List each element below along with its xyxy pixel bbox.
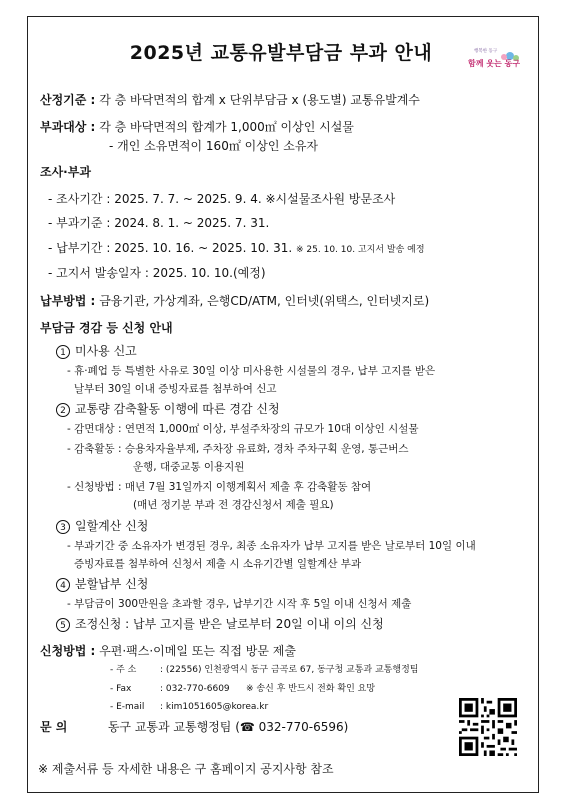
section-2-activity: - 감축활동 : 승용차자율부제, 주차장 유료화, 경차 주차구획 운영, 통근버스 [67, 443, 409, 455]
apply-email: - E-mail : kim1051605@korea.kr [110, 702, 269, 712]
number-badge: 4 [56, 578, 70, 592]
survey-item: - 고지서 발송일자 : 2025. 10. 10.(예정) [48, 266, 266, 280]
survey-item: - 부과기준 : 2024. 8. 1. ~ 2025. 7. 31. [48, 216, 270, 230]
target-text: 각 층 바닥면적의 합계가 1,000㎡ 이상인 시설물 [99, 120, 354, 134]
section-4-title: 4 분할납부 신청 [56, 576, 148, 592]
section-2-method: - 신청방법 : 매년 7월 31일까지 이행계획서 제출 후 감축활동 참여 [67, 481, 372, 493]
footnote: ※ 제출서류 등 자세한 내용은 구 홈페이지 공지사항 참조 [38, 762, 334, 776]
survey-note: ※ 25. 10. 10. 고지서 발송 예정 [296, 245, 425, 255]
section-5-title: 5 조정신청 : 납부 고지를 받은 날로부터 20일 이내 이의 신청 [56, 616, 384, 632]
section-4-line: - 부담금이 300만원을 초과할 경우, 납부기간 시작 후 5일 이내 신청서 제출 [67, 598, 412, 610]
criteria-text: 각 층 바닥면적의 합계 x 단위부담금 x (용도별) 교통유발계수 [99, 93, 420, 107]
qr-code [459, 698, 517, 756]
criteria-label: 산정기준 : [40, 93, 96, 107]
section-1-line: 날부터 30일 이내 증빙자료를 첨부하여 신고 [74, 383, 277, 395]
payment-text: 금융기관, 가상계좌, 은행CD/ATM, 인터넷(위택스, 인터넷지로) [99, 294, 430, 308]
target-row [40, 119, 354, 135]
reduction-heading: 부담금 경감 등 신청 안내 [40, 321, 173, 335]
contact-row [40, 719, 348, 735]
district-logo: 행복한 동구 함께 웃는 동구 [468, 49, 520, 68]
payment-label: 납부방법 : [40, 294, 96, 308]
number-badge: 1 [56, 345, 70, 359]
apply-address: - 주 소 : (22556) 인천광역시 동구 금곡로 67, 동구청 교통과 교통행정팀 [110, 665, 419, 675]
number-badge: 2 [56, 403, 70, 417]
section-3-line: 증빙자료를 첨부하여 신청서 제출 시 소유기간별 일할계산 부과 [74, 558, 362, 570]
contact-label: 문 의 [40, 720, 68, 734]
apply-row [40, 643, 296, 659]
apply-label: 신청방법 : [40, 644, 96, 658]
section-2-target: - 감면대상 : 연면적 1,000㎡ 이상, 부설주차장의 규모가 10대 이상인 시설물 [67, 423, 419, 435]
apply-text: 우편·팩스·이메일 또는 직접 방문 제출 [99, 644, 296, 658]
payment-row [40, 293, 429, 309]
number-badge: 3 [56, 520, 70, 534]
apply-fax: - Fax : 032-770-6609 ※ 송신 후 반드시 전화 확인 요망 [110, 684, 376, 694]
section-1-title: 1 미사용 신고 [56, 343, 137, 359]
survey-item: - 납부기간 : 2025. 10. 16. ~ 2025. 10. 31. ※ 25. 10. 10. 고지서 발송 예정 [48, 241, 425, 255]
section-2-activity-cont: 운행, 대중교통 이용지원 [133, 461, 245, 473]
section-2-title: 2 교통량 감축활동 이행에 따른 경감 신청 [56, 401, 280, 417]
survey-item: - 조사기간 : 2025. 7. 7. ~ 2025. 9. 4. ※시설물조사원 방문조사 [48, 192, 396, 206]
criteria-row [40, 92, 420, 108]
target-label: 부과대상 : [40, 120, 96, 134]
section-1-line: - 휴·폐업 등 특별한 사유로 30일 이상 미사용한 시설물의 경우, 납부 고지를 받은 [67, 365, 436, 377]
section-3-line: - 부과기간 중 소유자가 변경된 경우, 최종 소유자가 납부 고지를 받은 날로부터 10일 이내 [67, 540, 476, 552]
section-3-title: 3 일할계산 신청 [56, 518, 148, 534]
section-2-method-cont: (매년 정기분 부과 전 경감신청서 제출 필요) [133, 499, 334, 511]
contact-text: 동구 교통과 교통행정팀 (☎ 032-770-6596) [107, 720, 349, 734]
number-badge: 5 [56, 618, 70, 632]
survey-heading: 조사·부과 [40, 165, 91, 179]
page-title: 2025년 교통유발부담금 부과 안내 [129, 42, 433, 64]
target-sub: - 개인 소유면적이 160㎡ 이상인 소유자 [109, 139, 319, 153]
